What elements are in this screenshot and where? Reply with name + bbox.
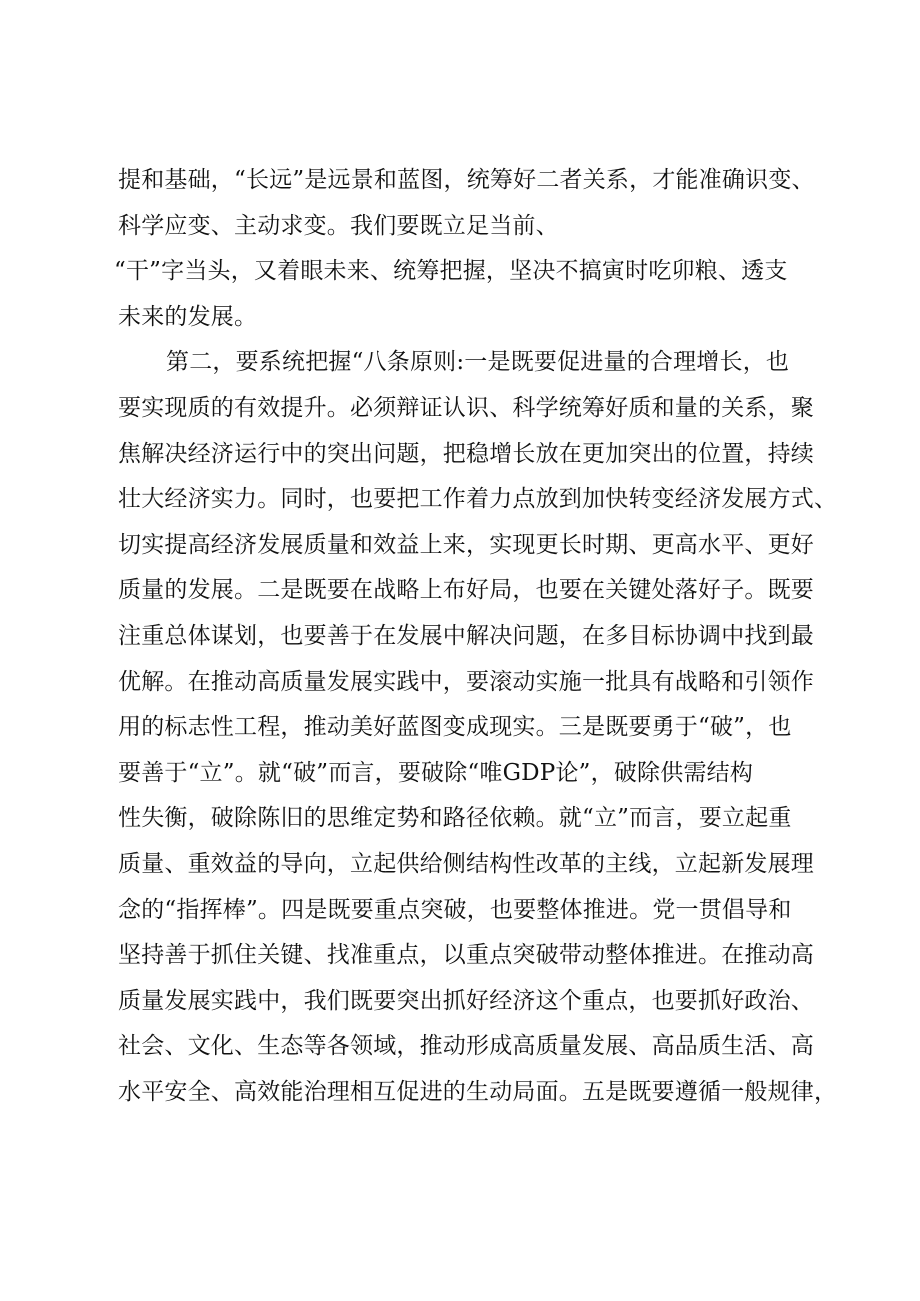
body-text: [114, 158, 838, 1115]
text-line: 未来的发展。: [118, 303, 258, 330]
text-line: 质量、重效益的导向，立起供给侧结构性改革的主线，立起新发展理: [118, 850, 814, 877]
text-line: 焦解决经济运行中的突出问题，把稳增长放在更加突出的位置，持续: [118, 440, 814, 467]
text-line: “干”字当头，又着眼未来、统筹把握，坚决不搞寅时吃卯粮、透支: [114, 258, 788, 285]
text-line: 用的标志性工程，推动美好蓝图变成现实。三是既要勇于“破”，也: [118, 714, 792, 741]
text-line: 提和基础，“长远”是远景和蓝图，统筹好二者关系，才能准确识变、: [118, 167, 815, 193]
text-line: 壮大经济实力。同时，也要把工作着力点放到加快转变经济发展方式、: [118, 486, 838, 513]
text-line: 要善于“立”。就“破”而言，要破除“唯GDP论”，破除供需结构: [118, 759, 754, 786]
text-line: 社会、文化、生态等各领域，推动形成高质量发展、高品质生活、高: [118, 1033, 814, 1060]
text-line: 水平安全、高效能治理相互促进的生动局面。五是既要遵循一般规律，: [118, 1078, 838, 1105]
text-line: 性失衡，破除陈旧的思维定势和路径依赖。就“立”而言，要立起重: [118, 805, 792, 832]
text-line: 科学应变、主动求变。我们要既立足当前、: [118, 212, 559, 239]
paragraph-start-line: 第二，要系统把握“八条原则:一是既要促进量的合理增长，也: [166, 349, 790, 376]
text-line: 念的“指挥棒”。四是既要重点突破，也要整体推进。党一贯倡导和: [118, 896, 792, 923]
text-line: 坚持善于抓住关键、找准重点，以重点突破带动整体推进。在推动高: [118, 942, 814, 969]
text-line: 质量发展实践中，我们既要突出抓好经济这个重点，也要抓好政治、: [118, 987, 814, 1014]
text-line: 质量的发展。二是既要在战略上布好局，也要在关键处落好子。既要: [118, 577, 814, 604]
text-line: 注重总体谋划，也要善于在发展中解决问题，在多目标协调中找到最: [118, 622, 814, 649]
text-line: 优解。在推动高质量发展实践中，要滚动实施一批具有战略和引领作: [118, 668, 814, 695]
text-line: 要实现质的有效提升。必须辩证认识、科学统筹好质和量的关系，聚: [118, 394, 814, 421]
text-line: 切实提高经济发展质量和效益上来，实现更长时期、更高水平、更好: [118, 531, 814, 558]
